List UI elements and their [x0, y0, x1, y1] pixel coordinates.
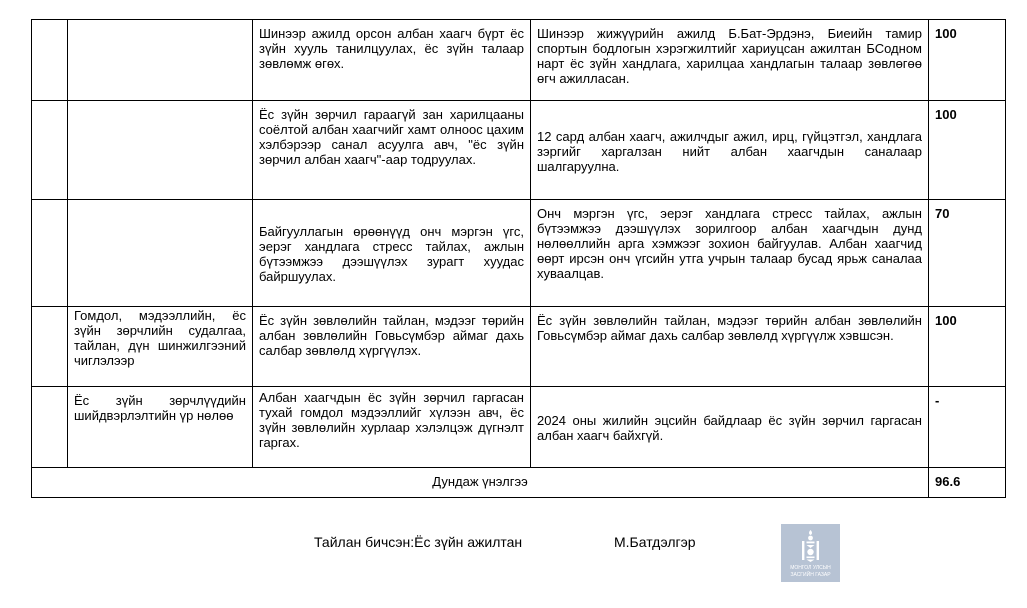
direction-cell — [68, 101, 253, 200]
soyombo-icon — [781, 524, 840, 564]
result-cell: Онч мэргэн үгс, эерэг хандлага стресс тайлах, ажлын бүтээмжээ дээшүүлэх зорилгоор албан хаагчдын дунд нөлөөллийн арга хэмжээг зохион байгуулав. Албан хаагчид өөрт ирсэн онч үгсийн утга учрын талаар бусад ярьж саналаа хуваалцав. — [531, 200, 929, 307]
score-cell: 100 — [929, 307, 1006, 387]
row-number-cell — [32, 20, 68, 101]
table-row — [32, 387, 1006, 468]
result-cell: 12 сард албан хаагч, ажилчдыг ажил, ирц, гүйцэтгэл, хандлага зэргийг харгалзан нийт албан хаагчдын саналаар шалгаруулна. — [531, 101, 929, 200]
table-row — [32, 101, 1006, 200]
prepared-by-label: Тайлан бичсэн:Ёс зүйн ажилтан — [314, 534, 523, 550]
result-cell: 2024 оны жилийн эцсийн байдлаар ёс зүйн зөрчил гаргасан албан хаагч байхгүй. — [531, 387, 929, 468]
score-cell: 70 — [929, 200, 1006, 307]
table-row — [32, 200, 1006, 307]
direction-cell — [68, 20, 253, 101]
score-cell: 100 — [929, 20, 1006, 101]
government-seal-logo — [781, 524, 840, 582]
activity-cell: Шинээр ажилд орсон албан хаагч бүрт ёс зүйн хууль танилцуулах, ёс зүйн талаар зөвлөмж өгөх. — [253, 20, 531, 101]
author-name: М.Батдэлгэр — [614, 534, 696, 550]
seal-text-line2: ЗАСГИЙН ГАЗАР — [790, 572, 831, 578]
direction-cell: Гомдол, мэдээллийн, ёс зүйн зөрчлийн судалгаа, тайлан, дүн шинжилгээний чиглэлээр — [68, 307, 253, 387]
row-number-cell — [32, 387, 68, 468]
average-label: Дундаж үнэлгээ — [32, 468, 929, 498]
direction-cell — [68, 200, 253, 307]
table-row — [32, 307, 1006, 387]
result-cell: Шинээр жижүүрийн ажилд Б.Бат-Эрдэнэ, Биеийн тамир спортын бодлогын хэрэгжилтийг хариуцсан ажилтан БСодном нарт ёс зүйн хандлага, харилцаа хандлагын талаар зөвлөгөө өгч ажилласан. — [531, 20, 929, 101]
activity-cell: Албан хаагчдын ёс зүйн зөрчил гаргасан тухай гомдол мэдээллийг хүлээн авч, ёс зүйн зөвлөлийн хурлаар хэлэлцэж дүгнэлт гаргах. — [253, 387, 531, 468]
table-row — [32, 20, 1006, 101]
row-number-cell — [32, 307, 68, 387]
score-cell: - — [929, 387, 1006, 468]
average-row — [32, 468, 1006, 498]
result-cell: Ёс зүйн зөвлөлийн тайлан, мэдээг төрийн албан зөвлөлийн Говьсүмбэр аймаг дахь салбар зөвлөлд хүргүүлж хэвшсэн. — [531, 307, 929, 387]
seal-text-line1: МОНГОЛ УЛСЫН — [790, 565, 831, 571]
activity-cell: Ёс зүйн зөвлөлийн тайлан, мэдээг төрийн албан зөвлөлийн Говьсүмбэр аймаг дахь салбар зөвлөлд хүргүүлэх. — [253, 307, 531, 387]
row-number-cell — [32, 101, 68, 200]
row-number-cell — [32, 200, 68, 307]
activity-cell: Ёс зүйн зөрчил гараагүй зан харилцааны соёлтой албан хаагчийг хамт олноос цахим хэлбэрээр санал асуулга авч, "ёс зүйн зөрчил албан хаагч"-аар тодруулах. — [253, 101, 531, 200]
average-score: 96.6 — [929, 468, 1006, 498]
activity-cell: Байгууллагын өрөөнүүд онч мэргэн үгс, эерэг хандлага стресс тайлах, ажлын бүтээмжээ дээшүүлэх зурагт хуудас байршуулах. — [253, 200, 531, 307]
score-cell: 100 — [929, 101, 1006, 200]
evaluation-table — [31, 19, 1006, 498]
direction-cell: Ёс зүйн зөрчлүүдийн шийдвэрлэлтийн үр нөлөө — [68, 387, 253, 468]
